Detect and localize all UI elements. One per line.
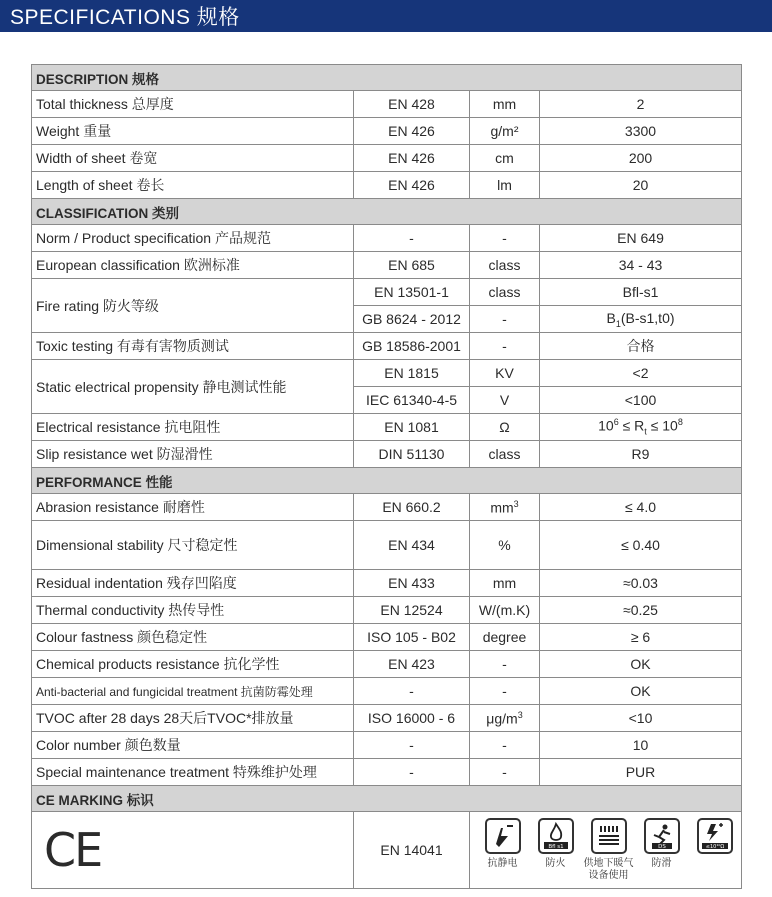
row-standard: EN 426 (354, 172, 470, 199)
table-row (32, 360, 742, 387)
table-row (32, 252, 742, 279)
row-standard: EN 426 (354, 118, 470, 145)
row-label: TVOC after 28 days 28天后TVOC*排放量 (32, 705, 354, 732)
table-row (32, 570, 742, 597)
row-label: Abrasion resistance 耐磨性 (32, 494, 354, 521)
section-description: DESCRIPTION 规格 (32, 65, 742, 91)
row-standard: EN 1081 (354, 414, 470, 441)
table-row (32, 279, 742, 306)
row-standard: - (354, 732, 470, 759)
row-standard: ISO 105 - B02 (354, 624, 470, 651)
row-value: Bfl-s1 (540, 279, 742, 306)
row-standard: EN 426 (354, 145, 470, 172)
row-standard: DIN 51130 (354, 441, 470, 468)
row-label: Special maintenance treatment 特殊维护处理 (32, 759, 354, 786)
row-unit: KV (470, 360, 540, 387)
row-standard: EN 12524 (354, 597, 470, 624)
row-value: 20 (540, 172, 742, 199)
row-unit: class (470, 279, 540, 306)
row-unit: - (470, 333, 540, 360)
table-row (32, 759, 742, 786)
fire-icon-cell: Bfl s1 防火 (529, 818, 582, 882)
section-classification: CLASSIFICATION 类别 (32, 199, 742, 225)
table-row (32, 732, 742, 759)
row-standard: EN 433 (354, 570, 470, 597)
row-value: $B_1(B-s1,t0)$ (540, 306, 742, 333)
row-standard: - (354, 759, 470, 786)
row-unit: $mm^3$ (470, 494, 540, 521)
row-unit: - (470, 732, 540, 759)
antistatic-icon (485, 818, 521, 854)
row-standard: EN 428 (354, 91, 470, 118)
row-value: 34 - 43 (540, 252, 742, 279)
section-ce-marking: CE MARKING 标识 (32, 786, 742, 812)
ce-logo: CE (44, 823, 102, 877)
row-value: EN 649 (540, 225, 742, 252)
row-unit: lm (470, 172, 540, 199)
row-value: 10 (540, 732, 742, 759)
fire-icon (538, 818, 574, 854)
row-label: Color number 颜色数量 (32, 732, 354, 759)
row-unit: - (470, 225, 540, 252)
table-row (32, 521, 742, 570)
row-unit: class (470, 252, 540, 279)
row-unit: mm (470, 570, 540, 597)
ce-icons-cell (470, 812, 742, 889)
row-standard: EN 423 (354, 651, 470, 678)
row-standard: EN 1815 (354, 360, 470, 387)
row-unit: W/(m.K) (470, 597, 540, 624)
floor-heating-icon-cell: 供地下暖气 设备使用 (582, 818, 635, 882)
row-label: Length of sheet 卷长 (32, 172, 354, 199)
svg-text:≤10¹⁰Ω: ≤10¹⁰Ω (705, 844, 724, 850)
table-row (32, 333, 742, 360)
row-label: Fire rating 防火等级 (32, 279, 354, 333)
electrical-icon (697, 818, 733, 854)
row-label: Norm / Product specification 产品规范 (32, 225, 354, 252)
row-unit: - (470, 651, 540, 678)
table-row (32, 597, 742, 624)
row-value: $10^6 \le R_t \le 10^8$ (540, 414, 742, 441)
electrical-icon-cell (688, 818, 741, 882)
slip-icon-cell: DS 防滑 (635, 818, 688, 882)
row-label: Width of sheet 卷宽 (32, 145, 354, 172)
row-label: Slip resistance wet 防湿滑性 (32, 441, 354, 468)
row-value: 200 (540, 145, 742, 172)
row-unit: - (470, 678, 540, 705)
row-value: ≤ 4.0 (540, 494, 742, 521)
ce-standard: EN 14041 (354, 812, 470, 889)
table-row (32, 225, 742, 252)
table-row (32, 441, 742, 468)
row-unit: g/m² (470, 118, 540, 145)
row-label: Total thickness 总厚度 (32, 91, 354, 118)
row-value: 合格 (540, 333, 742, 360)
row-unit: - (470, 759, 540, 786)
antistatic-icon-cell: 抗静电 (476, 818, 529, 882)
row-value: OK (540, 678, 742, 705)
row-label: Colour fastness 颜色稳定性 (32, 624, 354, 651)
row-standard: EN 13501-1 (354, 279, 470, 306)
table-row (32, 624, 742, 651)
row-value: <2 (540, 360, 742, 387)
ce-logo-cell (32, 812, 354, 889)
table-row (32, 172, 742, 199)
page-header (0, 0, 772, 32)
row-value: 3300 (540, 118, 742, 145)
row-standard: GB 18586-2001 (354, 333, 470, 360)
row-label: European classification 欧洲标准 (32, 252, 354, 279)
svg-text:DS: DS (657, 844, 666, 850)
row-label: Residual indentation 残存凹陷度 (32, 570, 354, 597)
slip-icon (644, 818, 680, 854)
table-row (32, 414, 742, 441)
floor-heating-icon (591, 818, 627, 854)
row-unit: V (470, 387, 540, 414)
row-value: PUR (540, 759, 742, 786)
row-label: Weight 重量 (32, 118, 354, 145)
table-row (32, 651, 742, 678)
row-standard: EN 685 (354, 252, 470, 279)
table-row (32, 494, 742, 521)
row-unit: mm (470, 91, 540, 118)
row-value: ≤ 0.40 (540, 521, 742, 570)
table-row (32, 91, 742, 118)
table-row (32, 705, 742, 732)
svg-text:Bfl s1: Bfl s1 (547, 844, 564, 850)
row-value: R9 (540, 441, 742, 468)
row-label: Dimensional stability 尺寸稳定性 (32, 521, 354, 570)
row-unit: degree (470, 624, 540, 651)
page-title: SPECIFICATIONS 规格 (10, 6, 240, 29)
row-label: Toxic testing 有毒有害物质测试 (32, 333, 354, 360)
row-value: 2 (540, 91, 742, 118)
row-unit: class (470, 441, 540, 468)
row-standard: IEC 61340-4-5 (354, 387, 470, 414)
row-standard: - (354, 678, 470, 705)
row-label: Static electrical propensity 静电测试性能 (32, 360, 354, 414)
row-unit: $\mu g/m^3$ (470, 705, 540, 732)
section-performance: PERFORMANCE 性能 (32, 468, 742, 494)
row-standard: EN 660.2 (354, 494, 470, 521)
row-standard: ISO 16000 - 6 (354, 705, 470, 732)
row-value: <100 (540, 387, 742, 414)
row-value: OK (540, 651, 742, 678)
spec-table (31, 64, 742, 889)
row-standard: GB 8624 - 2012 (354, 306, 470, 333)
ce-row (32, 812, 742, 889)
row-standard: - (354, 225, 470, 252)
row-label: Thermal conductivity 热传导性 (32, 597, 354, 624)
row-value: ≈0.03 (540, 570, 742, 597)
row-label: Electrical resistance 抗电阻性 (32, 414, 354, 441)
row-unit: Ω (470, 414, 540, 441)
row-standard: EN 434 (354, 521, 470, 570)
row-unit: cm (470, 145, 540, 172)
row-unit: - (470, 306, 540, 333)
row-label: Chemical products resistance 抗化学性 (32, 651, 354, 678)
row-unit: % (470, 521, 540, 570)
row-value: ≥ 6 (540, 624, 742, 651)
table-row (32, 678, 742, 705)
row-value: ≈0.25 (540, 597, 742, 624)
row-value: <10 (540, 705, 742, 732)
table-row (32, 118, 742, 145)
table-row (32, 145, 742, 172)
row-label: Anti-bacterial and fungicidal treatment 抗菌防霉处理 (32, 678, 354, 705)
